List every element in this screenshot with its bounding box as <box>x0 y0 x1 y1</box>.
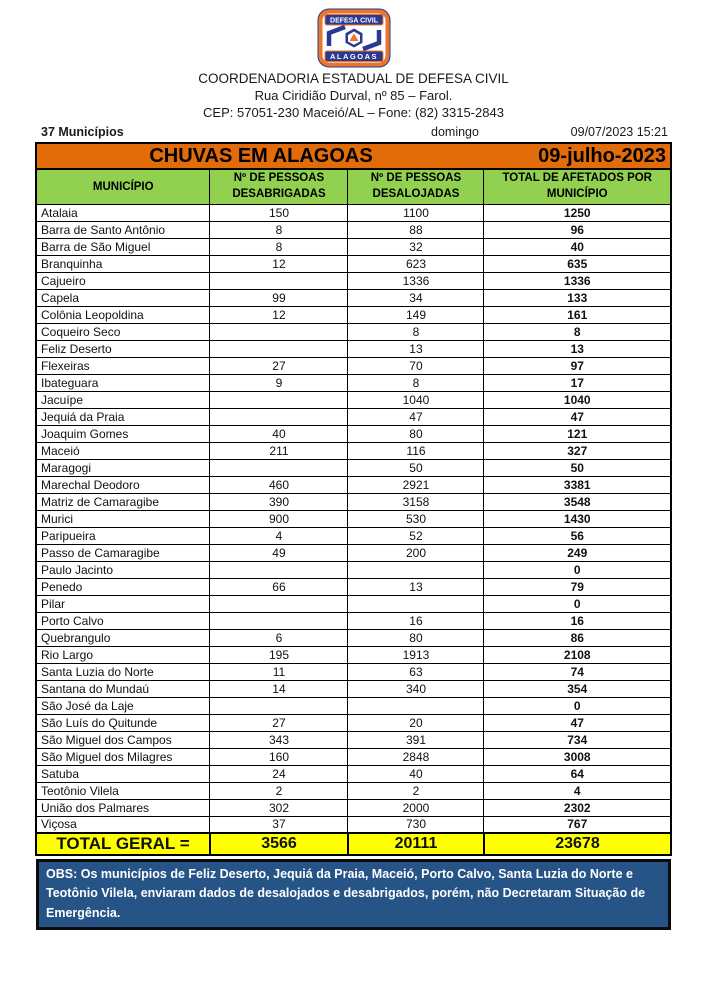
desalojadas-cell: 8 <box>348 323 484 340</box>
total-cell: 133 <box>484 289 671 306</box>
municipality-cell: Barra de São Miguel <box>36 238 210 255</box>
municipality-cell: Capela <box>36 289 210 306</box>
table-row <box>36 544 671 561</box>
desabrigadas-cell: 4 <box>210 527 348 544</box>
desabrigadas-cell: 37 <box>210 816 348 833</box>
desabrigadas-cell: 460 <box>210 476 348 493</box>
desalojadas-cell: 34 <box>348 289 484 306</box>
desabrigadas-cell: 900 <box>210 510 348 527</box>
desabrigadas-cell <box>210 340 348 357</box>
desabrigadas-cell: 8 <box>210 238 348 255</box>
desabrigadas-cell <box>210 408 348 425</box>
total-cell: 96 <box>484 221 671 238</box>
desabrigadas-cell: 27 <box>210 714 348 731</box>
col-header-municipio: MUNICÍPIO <box>36 169 210 204</box>
total-desabrigadas: 3566 <box>210 833 348 855</box>
desalojadas-cell <box>348 697 484 714</box>
total-cell: 0 <box>484 697 671 714</box>
table-row <box>36 731 671 748</box>
desabrigadas-cell: 11 <box>210 663 348 680</box>
total-cell: 734 <box>484 731 671 748</box>
desabrigadas-cell: 27 <box>210 357 348 374</box>
desabrigadas-cell <box>210 391 348 408</box>
col-header-line: DESALOJADAS <box>372 187 460 200</box>
table-row <box>36 408 671 425</box>
municipality-cell: Passo de Camaragibe <box>36 544 210 561</box>
total-cell: 249 <box>484 544 671 561</box>
table-row <box>36 425 671 442</box>
report-timestamp: 09/07/2023 15:21 <box>570 125 668 139</box>
table-row <box>36 765 671 782</box>
municipality-cell: União dos Palmares <box>36 799 210 816</box>
municipality-cell: São Miguel dos Milagres <box>36 748 210 765</box>
desalojadas-cell: 63 <box>348 663 484 680</box>
table-row <box>36 595 671 612</box>
total-desalojadas: 20111 <box>348 833 484 855</box>
total-cell: 1430 <box>484 510 671 527</box>
municipality-cell: Penedo <box>36 578 210 595</box>
desabrigadas-cell: 211 <box>210 442 348 459</box>
desalojadas-cell: 32 <box>348 238 484 255</box>
table-row <box>36 340 671 357</box>
desalojadas-cell: 80 <box>348 425 484 442</box>
total-cell: 4 <box>484 782 671 799</box>
table-row <box>36 629 671 646</box>
total-cell: 97 <box>484 357 671 374</box>
total-cell: 17 <box>484 374 671 391</box>
desalojadas-cell: 2848 <box>348 748 484 765</box>
desalojadas-cell: 2921 <box>348 476 484 493</box>
desabrigadas-cell <box>210 272 348 289</box>
org-cep-phone: CEP: 57051-230 Maceió/AL – Fone: (82) 3315-2843 <box>203 105 504 120</box>
total-cell: 3548 <box>484 493 671 510</box>
table-row <box>36 255 671 272</box>
total-cell: 79 <box>484 578 671 595</box>
desabrigadas-cell: 2 <box>210 782 348 799</box>
table-row <box>36 374 671 391</box>
table-row <box>36 238 671 255</box>
table-row <box>36 578 671 595</box>
total-cell: 3381 <box>484 476 671 493</box>
table-row <box>36 799 671 816</box>
desabrigadas-cell: 9 <box>210 374 348 391</box>
desalojadas-cell: 70 <box>348 357 484 374</box>
municipality-cell: Matriz de Camaragibe <box>36 493 210 510</box>
desalojadas-cell: 50 <box>348 459 484 476</box>
table-row <box>36 561 671 578</box>
table-row <box>36 527 671 544</box>
total-cell: 767 <box>484 816 671 833</box>
desabrigadas-cell: 66 <box>210 578 348 595</box>
desabrigadas-cell: 40 <box>210 425 348 442</box>
table-row <box>36 442 671 459</box>
desalojadas-cell: 1913 <box>348 646 484 663</box>
municipality-cell: Cajueiro <box>36 272 210 289</box>
desalojadas-cell: 13 <box>348 340 484 357</box>
logo-top-text: DEFESA CIVIL <box>329 17 378 25</box>
total-cell: 354 <box>484 680 671 697</box>
municipality-cell: Coqueiro Seco <box>36 323 210 340</box>
table-row <box>36 357 671 374</box>
total-cell: 86 <box>484 629 671 646</box>
desalojadas-cell: 1040 <box>348 391 484 408</box>
total-cell: 8 <box>484 323 671 340</box>
total-label: TOTAL GERAL = <box>36 833 210 855</box>
table-row <box>36 663 671 680</box>
municipality-cell: São José da Laje <box>36 697 210 714</box>
desalojadas-cell: 116 <box>348 442 484 459</box>
desalojadas-cell <box>348 561 484 578</box>
total-cell: 16 <box>484 612 671 629</box>
table-row <box>36 697 671 714</box>
desalojadas-cell: 149 <box>348 306 484 323</box>
desabrigadas-cell <box>210 612 348 629</box>
table-row <box>36 510 671 527</box>
municipality-cell: Marechal Deodoro <box>36 476 210 493</box>
table-row <box>36 306 671 323</box>
desabrigadas-cell: 302 <box>210 799 348 816</box>
table-row <box>36 714 671 731</box>
desabrigadas-cell: 49 <box>210 544 348 561</box>
desabrigadas-cell: 99 <box>210 289 348 306</box>
total-cell: 2302 <box>484 799 671 816</box>
table-row <box>36 493 671 510</box>
defesa-civil-alagoas-logo-icon <box>317 8 391 68</box>
desalojadas-cell: 2000 <box>348 799 484 816</box>
table-row <box>36 816 671 833</box>
col-header-line: Nº DE PESSOAS <box>370 172 462 185</box>
desalojadas-cell: 2 <box>348 782 484 799</box>
desalojadas-cell: 88 <box>348 221 484 238</box>
col-header-line: DESABRIGADAS <box>232 187 326 200</box>
municipality-cell: Jacuípe <box>36 391 210 408</box>
desalojadas-cell: 40 <box>348 765 484 782</box>
total-cell: 56 <box>484 527 671 544</box>
desalojadas-cell: 47 <box>348 408 484 425</box>
desalojadas-cell: 80 <box>348 629 484 646</box>
desabrigadas-cell: 12 <box>210 306 348 323</box>
desalojadas-cell: 730 <box>348 816 484 833</box>
org-address: Rua Ciridião Durval, nº 85 – Farol. <box>254 88 453 103</box>
desalojadas-cell: 16 <box>348 612 484 629</box>
table-row <box>36 323 671 340</box>
desalojadas-cell: 8 <box>348 374 484 391</box>
municipality-cell: Rio Largo <box>36 646 210 663</box>
total-cell: 74 <box>484 663 671 680</box>
municipality-cell: Santa Luzia do Norte <box>36 663 210 680</box>
total-cell: 327 <box>484 442 671 459</box>
municipality-cell: São Luís do Quitunde <box>36 714 210 731</box>
municipality-cell: Pilar <box>36 595 210 612</box>
municipality-cell: Viçosa <box>36 816 210 833</box>
municipality-cell: Colônia Leopoldina <box>36 306 210 323</box>
total-row <box>36 833 671 855</box>
desalojadas-cell: 530 <box>348 510 484 527</box>
municipality-cell: Teotônio Vilela <box>36 782 210 799</box>
total-cell: 2108 <box>484 646 671 663</box>
total-afetados: 23678 <box>484 833 671 855</box>
municipality-cell: Joaquim Gomes <box>36 425 210 442</box>
total-cell: 1040 <box>484 391 671 408</box>
total-cell: 635 <box>484 255 671 272</box>
desabrigadas-cell: 195 <box>210 646 348 663</box>
municipality-count-label: 37 Municípios <box>41 125 124 139</box>
desabrigadas-cell: 160 <box>210 748 348 765</box>
desabrigadas-cell: 8 <box>210 221 348 238</box>
desalojadas-cell: 52 <box>348 527 484 544</box>
table-row <box>36 221 671 238</box>
col-header-desalojadas <box>348 169 484 204</box>
table-row <box>36 476 671 493</box>
desalojadas-cell <box>348 595 484 612</box>
municipality-cell: Jequiá da Praia <box>36 408 210 425</box>
desabrigadas-cell: 6 <box>210 629 348 646</box>
table-row <box>36 272 671 289</box>
total-cell: 40 <box>484 238 671 255</box>
page-header <box>0 0 707 120</box>
desalojadas-cell: 20 <box>348 714 484 731</box>
total-cell: 3008 <box>484 748 671 765</box>
desalojadas-cell: 340 <box>348 680 484 697</box>
desabrigadas-cell <box>210 561 348 578</box>
total-cell: 0 <box>484 561 671 578</box>
table-row <box>36 646 671 663</box>
col-header-desabrigadas <box>210 169 348 204</box>
table-row <box>36 391 671 408</box>
desalojadas-cell: 1336 <box>348 272 484 289</box>
desalojadas-cell: 623 <box>348 255 484 272</box>
col-header-line: TOTAL DE AFETADOS POR <box>502 172 652 185</box>
municipality-cell: Paulo Jacinto <box>36 561 210 578</box>
municipality-cell: Porto Calvo <box>36 612 210 629</box>
chuvas-table <box>35 142 672 856</box>
desalojadas-cell: 1100 <box>348 204 484 221</box>
desabrigadas-cell: 343 <box>210 731 348 748</box>
municipality-cell: Santana do Mundaú <box>36 680 210 697</box>
municipality-cell: Paripueira <box>36 527 210 544</box>
municipality-cell: Branquinha <box>36 255 210 272</box>
desabrigadas-cell: 14 <box>210 680 348 697</box>
desabrigadas-cell <box>210 697 348 714</box>
table-row <box>36 748 671 765</box>
total-cell: 1250 <box>484 204 671 221</box>
col-header-total <box>484 169 671 204</box>
desabrigadas-cell: 12 <box>210 255 348 272</box>
report-date: 09-julho-2023 <box>538 144 666 167</box>
municipality-cell: Feliz Deserto <box>36 340 210 357</box>
desabrigadas-cell <box>210 323 348 340</box>
table-header-row <box>36 169 671 204</box>
observation-note: OBS: Os municípios de Feliz Deserto, Jequiá da Praia, Maceió, Porto Calvo, Santa Luzia do Norte e Teotônio Vilela, enviaram dados de desalojados e desabrigados, porém, não Decretaram Situação de Emergência. <box>36 859 671 930</box>
col-header-line: MUNICÍPIO <box>546 187 608 200</box>
municipality-cell: Ibateguara <box>36 374 210 391</box>
col-header-line: Nº DE PESSOAS <box>233 172 325 185</box>
desabrigadas-cell: 150 <box>210 204 348 221</box>
table-row <box>36 612 671 629</box>
municipality-cell: Maragogi <box>36 459 210 476</box>
total-cell: 0 <box>484 595 671 612</box>
municipality-cell: Barra de Santo Antônio <box>36 221 210 238</box>
municipality-cell: Satuba <box>36 765 210 782</box>
table-row <box>36 289 671 306</box>
total-cell: 50 <box>484 459 671 476</box>
municipality-cell: Quebrangulo <box>36 629 210 646</box>
municipality-cell: Maceió <box>36 442 210 459</box>
table-row <box>36 680 671 697</box>
info-row <box>36 125 671 141</box>
desalojadas-cell: 200 <box>348 544 484 561</box>
report-title: CHUVAS EM ALAGOAS <box>149 144 373 167</box>
total-cell: 1336 <box>484 272 671 289</box>
org-name: COORDENADORIA ESTADUAL DE DEFESA CIVIL <box>198 71 509 86</box>
desalojadas-cell: 13 <box>348 578 484 595</box>
total-cell: 161 <box>484 306 671 323</box>
desabrigadas-cell: 24 <box>210 765 348 782</box>
total-cell: 47 <box>484 714 671 731</box>
table-row <box>36 782 671 799</box>
desabrigadas-cell: 390 <box>210 493 348 510</box>
municipality-cell: Flexeiras <box>36 357 210 374</box>
municipality-cell: São Miguel dos Campos <box>36 731 210 748</box>
total-cell: 64 <box>484 765 671 782</box>
table-row <box>36 459 671 476</box>
municipality-cell: Murici <box>36 510 210 527</box>
total-cell: 47 <box>484 408 671 425</box>
banner-row <box>36 143 671 169</box>
municipality-cell: Atalaia <box>36 204 210 221</box>
desabrigadas-cell <box>210 595 348 612</box>
table-body <box>36 204 671 833</box>
desalojadas-cell: 391 <box>348 731 484 748</box>
table-row <box>36 204 671 221</box>
desabrigadas-cell <box>210 459 348 476</box>
logo-bottom-text: ALAGOAS <box>329 52 378 61</box>
total-cell: 121 <box>484 425 671 442</box>
total-cell: 13 <box>484 340 671 357</box>
desalojadas-cell: 3158 <box>348 493 484 510</box>
weekday-label: domingo <box>431 125 479 139</box>
